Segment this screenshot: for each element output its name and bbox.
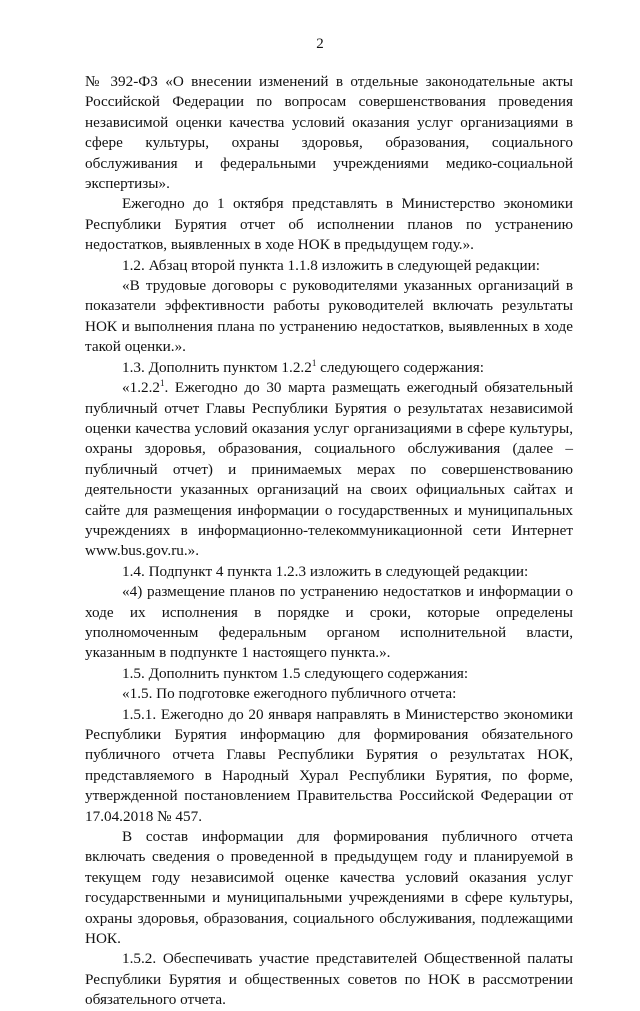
superscript: 1 [159, 378, 165, 389]
page-number: 2 [316, 36, 324, 52]
paragraph-1-5-title: «1.5. По подготовке ежегодного публичного отчета: [122, 685, 457, 703]
paragraph-1-5-header: 1.5. Дополнить пунктом 1.5 следующего содержания: [122, 664, 469, 682]
paragraph-1-2-text: «В трудовые договоры с руководителями указанных организаций в показатели эффективности работы руководителей включать результаты НОК и выполнения плана по устранению недостатков, выявленных в ходе такой оценки.». [85, 277, 573, 356]
paragraph-1-2-2-text-after: . Ежегодно до 30 марта размещать ежегодный обязательный публичный отчет Главы Республики Бурятия о результатах независимой оценки качества условий оказания услуг организациями в сфере культуры, охраны здоровья, образования, социального обслуживания (далее – публичный отчет) и принимаемых мерах по совершенствованию деятельности указанных организаций на своих официальных сайтах и сайте для размещения информации о государственных и муниципальных учреждениях в информационно-телекоммуникационной сети Интернет www.bus.gov.ru.». [85, 379, 573, 560]
paragraph-annual-report: Ежегодно до 1 октября представлять в Министерство экономики Республики Бурятия отчет об исполнении планов по устранению недостатков, выявленных в ходе НОК в предыдущем году.». [85, 195, 573, 254]
document-body [85, 72, 573, 1011]
paragraph-1-4-header: 1.4. Подпункт 4 пункта 1.2.3 изложить в следующей редакции: [122, 562, 529, 580]
paragraph-report-contents: В состав информации для формирования публичного отчета включать сведения о проведенной в предыдущем году и планируемой в текущем году независимой оценке качества условий оказания услуг государственными и муниципальными учреждениями в сфере культуры, охраны здоровья, образования, социального обслуживания, подлежащими НОК. [85, 828, 573, 948]
paragraph-1-2-2-text-before: «1.2.2 [122, 379, 160, 397]
paragraph-1-2-header: 1.2. Абзац второй пункта 1.1.8 изложить в следующей редакции: [122, 256, 541, 274]
paragraph-1-3-text-before: 1.3. Дополнить пунктом 1.2.2 [122, 358, 312, 376]
superscript: 1 [311, 357, 317, 368]
paragraph-1-5-2: 1.5.2. Обеспечивать участие представителей Общественной палаты Республики Бурятия и общественных советов по НОК в рассмотрении обязательного отчета. [85, 950, 573, 1009]
paragraph-1-5-1: 1.5.1. Ежегодно до 20 января направлять в Министерство экономики Республики Бурятия информацию для формирования обязательного публичного отчета Главы Республики Бурятия о результатах НОК, представляемого в Народный Хурал Республики Бурятия, по форме, утвержденной постановлением Правительства Российской Федерации от 17.04.2018 № 457. [85, 705, 573, 825]
paragraph-1-4-text: «4) размещение планов по устранению недостатков и информации о ходе их исполнения в порядке и сроки, которые определены уполномоченным федеральным органом исполнительной власти, указанным в подпункте 1 настоящего пункта.». [85, 583, 573, 662]
paragraph-law-reference: № 392-ФЗ «О внесении изменений в отдельные законодательные акты Российской Федерации по вопросам совершенствования проведения независимой оценки качества условий оказания услуг организациями в сфере культуры, охраны здоровья, образования, социального обслуживания и федеральными учреждениями медико-социальной экспертизы». [85, 73, 573, 193]
paragraph-1-3-text-after: следующего содержания: [316, 358, 484, 376]
paragraph-1-2-2-text [85, 378, 573, 562]
paragraph-1-3-header [85, 358, 573, 378]
